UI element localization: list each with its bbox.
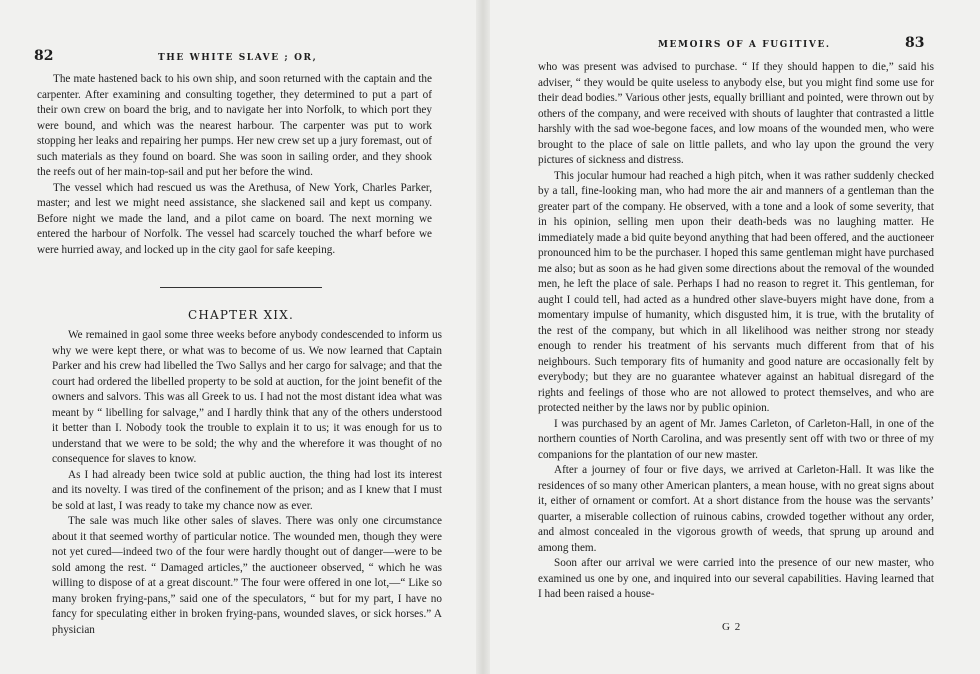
right-page-number: 83 — [905, 35, 925, 51]
left-text-top — [37, 72, 432, 258]
paragraph: The mate hastened back to his own ship, and soon returned with the captain and the carpenter. After examining and consulting together, they determined to put a part of their own crew on board the brig, and to navigate her into Norfolk, to which port they were bound, and which was the nearest harbour. The carpenter was put to work stopping her leaks and repairing her pumps. Her new crew set up a jury foremast, out of such materials as they found on board. She was soon in sailing order, and they shook the reefs out of her main-top-sail and put her before the wind. — [37, 73, 432, 178]
left-page-number: 82 — [34, 48, 54, 64]
paragraph: As I had already been twice sold at public auction, the thing had lost its interest and its novelty. I was tired of the confinement of the prison; and as I knew that I must be sold at last, I was ready to take my chance now as ever. — [52, 468, 442, 512]
left-running-head: THE WHITE SLAVE ; OR, — [158, 53, 318, 63]
paragraph: We remained in gaol some three weeks before anybody condescended to inform us why we were kept there, or what was to become of us. We now learned that Captain Parker and his crew had libelled the Two Sallys and her cargo for salvage; and that the court had ordered the libelled property to be sold at auction, for the joint benefit of the owners and salvors. This was all Greek to us. I had not the most distant idea what was meant by “ libelling for salvage,” and I hardly think that any of the others understood it better than I. Nobody took the trouble to explain it to us; it was enough for us to understand that we were to be sold; the why and the wherefore it was thought of no consequence for slaves to know. — [52, 329, 442, 465]
chapter-heading: CHAPTER XIX. — [187, 308, 295, 322]
paragraph: Soon after our arrival we were carried into the presence of our new master, who examined us one by one, and inquired into our several capabilities. Having learned that I had been raised a house- — [538, 557, 934, 600]
paragraph: The sale was much like other sales of slaves. There was only one circumstance about it that seemed worthy of particular notice. The wounded men, though they were not yet cured—indeed two of the four were hardly thought out of danger—were to be sold among the rest. “ Damaged articles,” the auctioneer observed, “ which he was willing to dispose of at a great discount.” The four were offered in one lot,—“ Like so many broken frying-pans,” said one of the speculators, “ but for my part, I have no fancy for speculating either in broken frying-pans, wounded slaves, or sick horses.” A physician — [52, 515, 442, 636]
book-gutter — [476, 0, 490, 674]
right-page — [490, 0, 980, 674]
paragraph: I was purchased by an agent of Mr. James Carleton, of Carleton-Hall, in one of the northern counties of North Carolina, and was presently sent off with two or three of my companions for the plantation of our new master. — [538, 417, 934, 461]
left-text-bottom — [52, 328, 442, 638]
right-text — [538, 60, 934, 603]
paragraph: After a journey of four or five days, we arrived at Carleton-Hall. It was like the residences of so many other American planters, a mean house, with no great signs about it, either of ornament or comfort. At a short distance from the house was the servants’ quarter, a miserable collection of ruinous cabins, crowded together without any order, and almost concealed in the vigorous growth of weeds, that sprung up around and among them. — [538, 464, 934, 554]
paragraph-continuation: who was present was advised to purchase. “ If they should happen to die,” said his adviser, “ they would be quite useless to anybody else, but you might find some use for their dead bodies.” Various other jests, equally brilliant and pointed, were thrown out by others of the company, and were received with shouts of laughter that contrasted a little harshly with the sad woe-begone faces, and low moans of the wounded men, who were brought to the place of sale on little pallets, and who lay upon the ground the very pictures of sickness and distress. — [538, 61, 934, 166]
paragraph: The vessel which had rescued us was the Arethusa, of New York, Charles Parker, master; and lest we might need assistance, she slackened sail and kept us company. Before night we made the land, and a pilot came on board. The next morning we entered the harbour of Norfolk. The vessel had scarcely touched the wharf before we were hurried away, and locked up in the city gaol for safe keeping. — [37, 181, 432, 256]
chapter-divider — [160, 287, 322, 288]
right-running-head: MEMOIRS OF A FUGITIVE. — [658, 40, 831, 50]
left-page — [0, 0, 482, 674]
signature-mark: G 2 — [722, 621, 742, 633]
paragraph: This jocular humour had reached a high pitch, when it was rather suddenly checked by a tall, fine-looking man, who had more the air and manners of a gentleman than the greater part of the company. He observed, with a tone and a look of some severity, that in his opinion, selling men upon their death-beds was no laughing matter. He immediately made a bid quite beyond anything that had been offered, and the auctioneer pronounced him to be the purchaser. I hoped this same gentleman might have purchased me also; but as soon as he had given some directions about the removal of the wounded men, he left the place of sale. Perhaps I had no reason to regret it. This gentleman, for aught I could tell, had acted as a hundred other slave-buyers might have done, from a momentary impulse of humanity, which disgusted him, it is true, with the brutality of the rest of the company, but which in all likelihood was neither strong nor steady enough to render his treatment of his servants much different from that of his neighbours. Such temporary fits of humanity and good nature are occasionally felt by everybody; but they are no guarantee whatever against an habitual disregard of the rights and feelings of those who are not allowed to protect themselves, and who are protected neither by the laws nor by public opinion. — [538, 169, 934, 414]
